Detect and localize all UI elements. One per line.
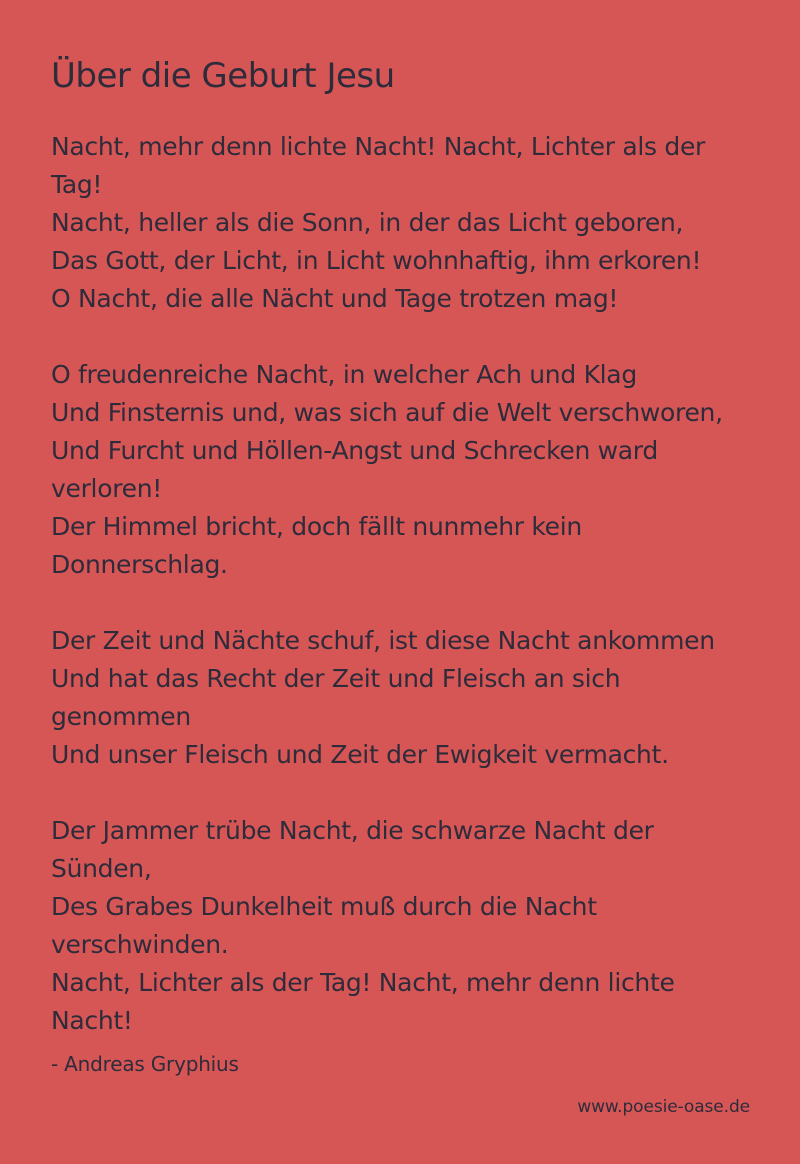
poem-body — [51, 128, 751, 1040]
poem-line: O Nacht, die alle Nächt und Tage trotzen mag! — [51, 284, 619, 313]
poem-line: Der Himmel bricht, doch fällt nunmehr kein Donnerschlag. — [51, 512, 582, 579]
poem-line: Der Jammer trübe Nacht, die schwarze Nacht der Sünden, — [51, 816, 654, 883]
website-url: www.poesie-oase.de — [577, 1097, 750, 1117]
poem-line: Und Finsternis und, was sich auf die Welt verschworen, — [51, 398, 723, 427]
poem-line: Das Gott, der Licht, in Licht wohnhaftig, ihm erkoren! — [51, 246, 702, 275]
poem-line: Des Grabes Dunkelheit muß durch die Nacht verschwinden. — [51, 892, 597, 959]
poem-line: O freudenreiche Nacht, in welcher Ach und Klag — [51, 360, 637, 389]
poem-line: Und Furcht und Höllen-Angst und Schrecken ward verloren! — [51, 436, 658, 503]
poem-line: Und unser Fleisch und Zeit der Ewigkeit vermacht. — [51, 740, 669, 769]
poem-line: Der Zeit und Nächte schuf, ist diese Nacht ankommen — [51, 626, 715, 655]
stanza-4 — [51, 812, 751, 1040]
stanza-1 — [51, 128, 751, 318]
poem-line: Nacht, Lichter als der Tag! Nacht, mehr denn lichte Nacht! — [51, 968, 675, 1035]
poem-title: Über die Geburt Jesu — [51, 56, 395, 96]
poem-line: Nacht, heller als die Sonn, in der das Licht geboren, — [51, 208, 684, 237]
stanza-3 — [51, 622, 751, 774]
stanza-2 — [51, 356, 751, 584]
poem-line: Und hat das Recht der Zeit und Fleisch an sich genommen — [51, 664, 621, 731]
poem-author: - Andreas Gryphius — [51, 1052, 239, 1076]
poem-card — [51, 52, 751, 1079]
poem-line: Nacht, mehr denn lichte Nacht! Nacht, Lichter als der Tag! — [51, 132, 706, 199]
